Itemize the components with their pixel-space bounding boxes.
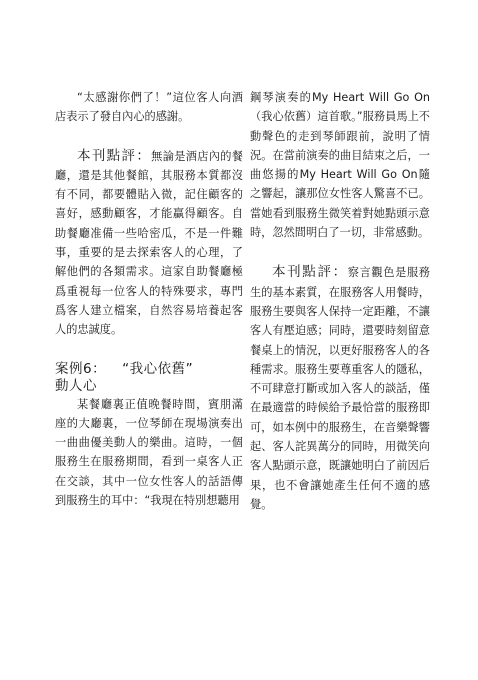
spacer (250, 242, 430, 263)
spacer (55, 127, 243, 147)
case6-body: 某餐廳裏正值晚餐時間，賓朋滿座的大廳裏，一位琴師在現場演奏出一曲曲優美動人的樂曲。這時，一個服務生在服務期間，看到一桌客人正在交談，其中一位女性客人的話語傳到服務生的耳中：“我現在特別想聽用 (55, 397, 243, 508)
intro-paragraph: “太感謝你們了！”這位客人向酒店表示了發自內心的感謝。 (55, 91, 243, 124)
comment1-paragraph (55, 147, 243, 340)
comment2-heading: 本刊點評： (272, 264, 348, 281)
case6-title-line1 (55, 361, 243, 378)
case6-title-line2: 動人心 (55, 377, 97, 394)
left-column (55, 88, 243, 510)
spacer (55, 340, 243, 361)
case6-continuation: 鋼琴演奏的My Heart Will Go On（我心依舊）這首歌。”服務員馬上不動聲色的走到琴師跟前，說明了情況。在當前演奏的曲目結束之后，一曲悠揚的My Heart Will Go On隨之響起，讓那位女性客人驚喜不已。當她看到服務生微笑着對她點頭示意時，忽然間明白了一切，非常感動。 (250, 91, 430, 240)
comment1-heading: 本刊點評： (77, 147, 152, 164)
comment2-paragraph (250, 263, 430, 514)
case6-title-part1: “我心依舊” (122, 360, 194, 377)
case6-label: 案例6： (55, 360, 107, 377)
case6-title (55, 361, 243, 395)
right-column (250, 88, 430, 514)
comment1-body: 無論是酒店內的餐廳，還是其他餐館，其服務本質都沒有不同，都要體貼入微，記住顧客的喜好，感動顧客，才能贏得顧客。自助餐廳准備一些哈密瓜，不是一件難事，重要的是去探索客人的心理，了解他們的各類需求。這家自助餐廳極爲重視每一位客人的特殊要求，專門爲客人建立檔案，自然容易培養起客人的忠誠度。 (55, 149, 243, 337)
comment2-body: 察言觀色是服務生的基本素質，在服務客人用餐時，服務生要與客人保持一定距離，不讓客人有壓迫感；同時，還要時刻留意餐桌上的情況，以更好服務客人的各種需求。服務生要尊重客人的隱私，不可肆意打斷或加入客人的談話，僅在最適當的時候給予最恰當的服務即可，如本例中的服務生，在音樂聲響起、客人詫異萬分的同時，用微笑向客人點頭示意，既讓她明白了前因后果，也不會讓她產生任何不適的感覺。 (250, 266, 430, 511)
